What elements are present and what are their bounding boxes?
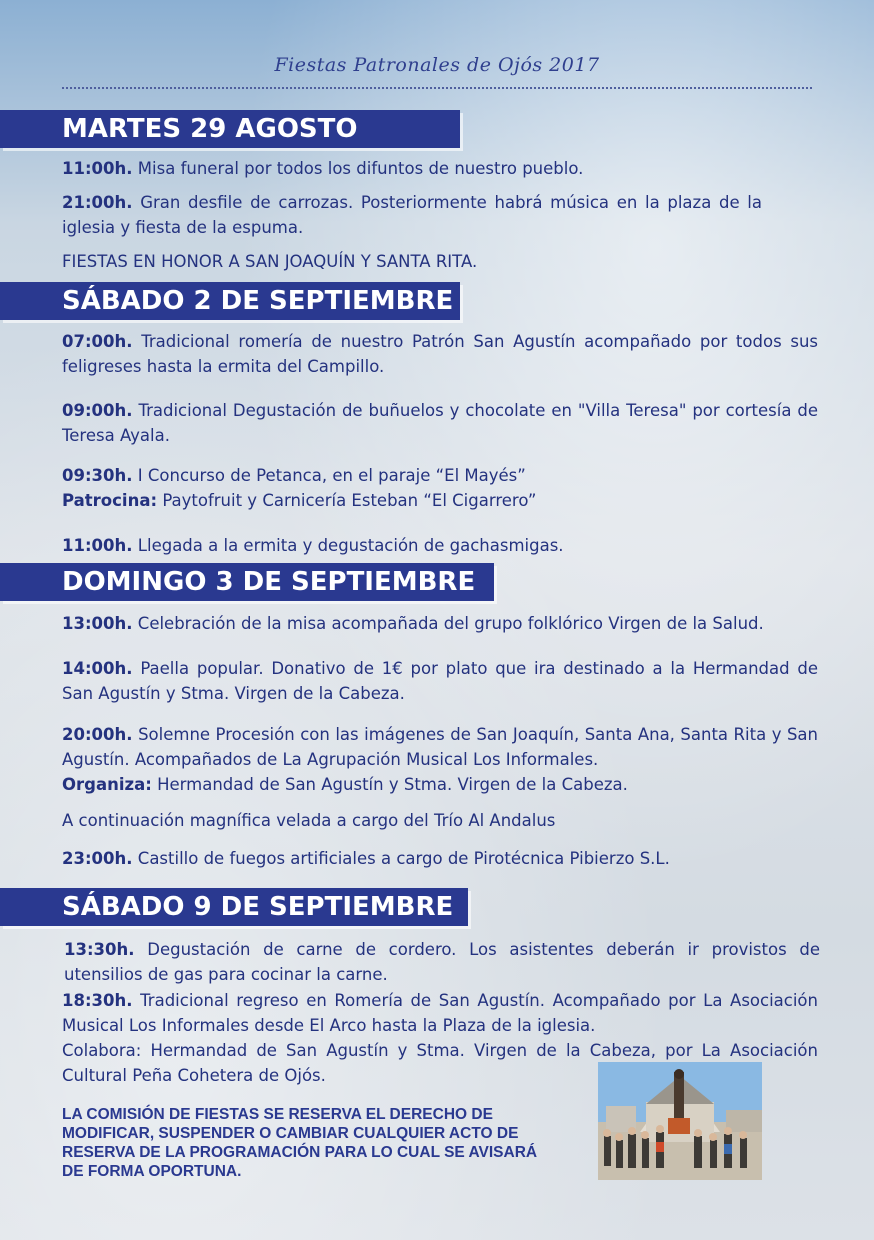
procession-photo [598,1062,762,1180]
event-item: 13:00h. Celebración de la misa acompañada del grupo folklórico Virgen de la Salud. [62,614,764,633]
event-item: A continuación magnífica velada a cargo del Trío Al Andalus [62,811,556,830]
event-item: 23:00h. Castillo de fuegos artificiales a cargo de Pirotécnica Pibierzo S.L. [62,849,670,868]
event-item: 18:30h. Tradicional regreso en Romería de San Agustín. Acompañado por La Asociación Musical Los Informales desde El Arco hasta la Plaza de la iglesia. Colabora: Hermandad de San Agustín y Stma. Virgen de la Cabeza, por La Asociación Cultural Peña Cohetera de Ojós. [62,991,818,1085]
organizer-notice: LA COMISIÓN DE FIESTAS SE RESERVA EL DERECHO DE MODIFICAR, SUSPENDER O CAMBIAR CUALQUIER ACTO DE RESERVA DE LA PROGRAMACIÓN PARA LO CUAL SE AVISARÁ DE FORMA OPORTUNA. [62,1106,538,1180]
event-item: 13:30h. Degustación de carne de cordero. Los asistentes deberán ir provistos de utensilios de gas para cocinar la carne. [64,940,820,984]
day-heading-sabado-9: SÁBADO 9 DE SEPTIEMBRE [0,888,468,926]
header-divider [62,87,812,89]
event-item: 11:00h. Misa funeral por todos los difuntos de nuestro pueblo. [62,159,584,178]
event-item: 21:00h. Gran desfile de carrozas. Posteriormente habrá música en la plaza de la iglesia y fiesta de la espuma. [62,193,762,237]
event-item: 20:00h. Solemne Procesión con las imágenes de San Joaquín, Santa Ana, Santa Rita y San Agustín. Acompañados de La Agrupación Musical Los Informales. Organiza: Hermandad de San Agustín y Stma. Virgen de la Cabeza. [62,725,818,794]
procession-photo-illustration [598,1062,762,1180]
event-item: 09:30h. I Concurso de Petanca, en el paraje “El Mayés” Patrocina: Paytofruit y Carnicería Esteban “El Cigarrero” [62,466,537,510]
day-heading-martes: MARTES 29 AGOSTO [0,110,460,148]
day-heading-sabado-2: SÁBADO 2 DE SEPTIEMBRE [0,282,460,320]
day-heading-domingo-3: DOMINGO 3 DE SEPTIEMBRE [0,563,494,601]
page-header-title: Fiestas Patronales de Ojós 2017 [274,54,600,76]
event-item: 07:00h. Tradicional romería de nuestro Patrón San Agustín acompañado por todos sus feligreses hasta la ermita del Campillo. [62,332,818,376]
event-item: 11:00h. Llegada a la ermita y degustación de gachasmigas. [62,536,564,555]
day-note: FIESTAS EN HONOR A SAN JOAQUÍN Y SANTA RITA. [62,252,478,271]
event-item: 14:00h. Paella popular. Donativo de 1€ por plato que ira destinado a la Hermandad de San Agustín y Stma. Virgen de la Cabeza. [62,659,818,703]
event-item: 09:00h. Tradicional Degustación de buñuelos y chocolate en "Villa Teresa" por cortesía de Teresa Ayala. [62,401,818,445]
